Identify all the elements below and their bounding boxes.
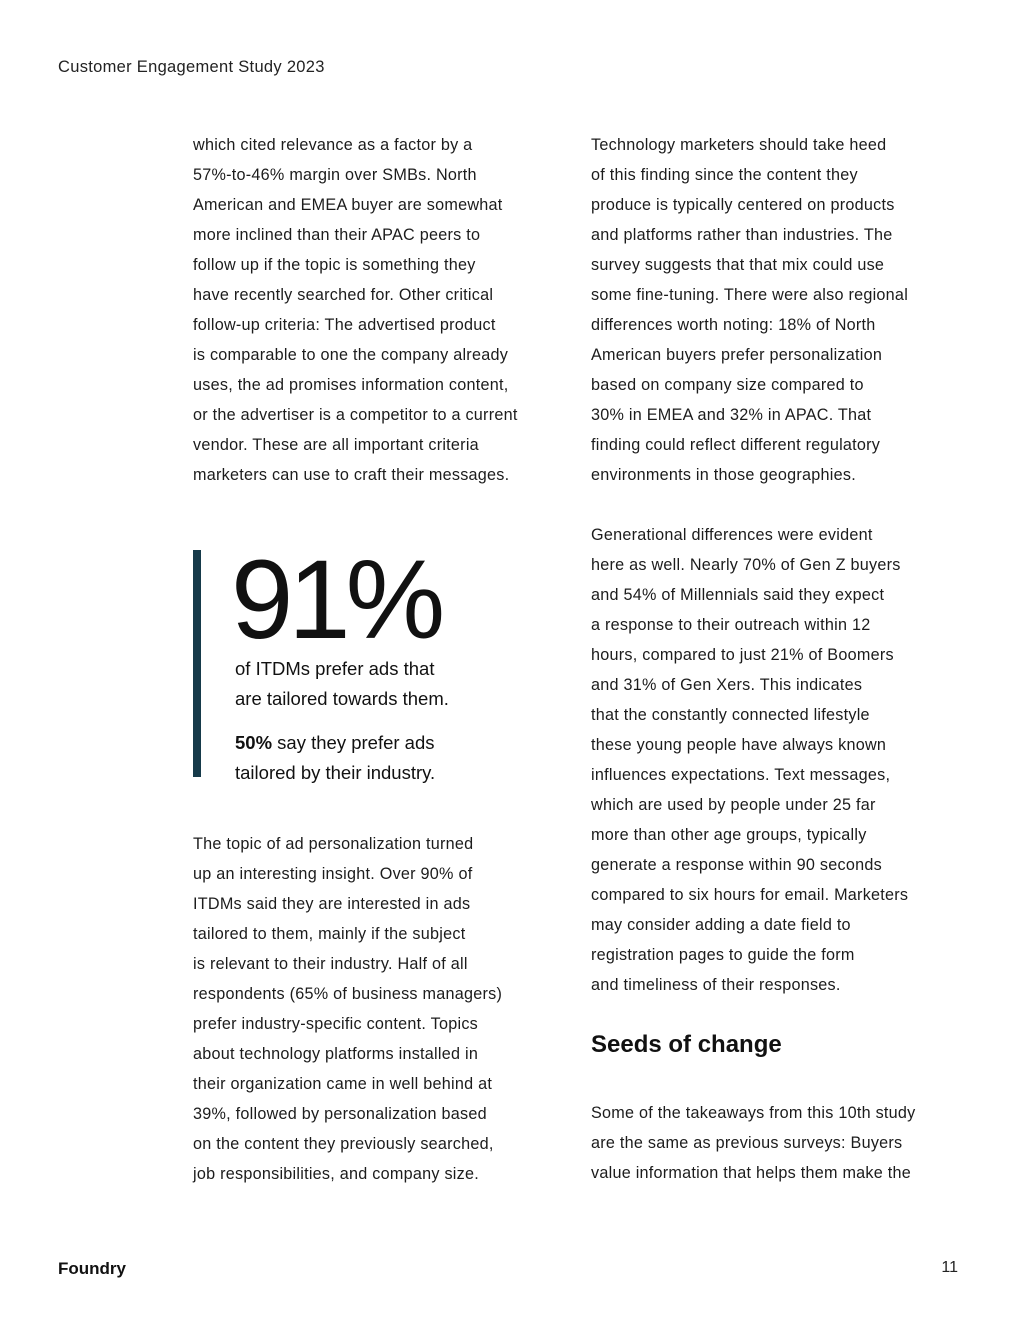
text-line: have recently searched for. Other critical bbox=[193, 286, 494, 304]
text-line: 57%-to-46% margin over SMBs. North bbox=[193, 166, 477, 184]
text-line: American and EMEA buyer are somewhat bbox=[193, 196, 503, 214]
text-line: respondents (65% of business managers) bbox=[193, 985, 503, 1003]
callout-description-line: of ITDMs prefer ads that bbox=[235, 658, 435, 679]
text-line: American buyers prefer personalization bbox=[591, 346, 883, 364]
text-line: that the constantly connected lifestyle bbox=[591, 706, 870, 724]
stat-callout bbox=[193, 537, 573, 783]
left-paragraph-1 bbox=[193, 130, 573, 490]
text-line: which cited relevance as a factor by a bbox=[193, 136, 473, 154]
text-line: and timeliness of their responses. bbox=[591, 976, 841, 994]
callout-secondary-line: tailored by their industry. bbox=[235, 762, 436, 783]
page-header-title: Customer Engagement Study 2023 bbox=[58, 58, 325, 76]
text-line: compared to six hours for email. Marketers bbox=[591, 886, 909, 904]
callout-accent-bar bbox=[193, 550, 201, 777]
right-column bbox=[591, 130, 971, 1218]
left-column bbox=[193, 130, 573, 1219]
text-line: survey suggests that that mix could use bbox=[591, 256, 885, 274]
callout-secondary-bold: 50% bbox=[235, 732, 273, 753]
text-line: marketers can use to craft their messages. bbox=[193, 466, 510, 484]
text-line: ITDMs said they are interested in ads bbox=[193, 895, 471, 913]
right-paragraph-1 bbox=[591, 130, 971, 490]
text-line: Some of the takeaways from this 10th study bbox=[591, 1104, 916, 1122]
text-line: registration pages to guide the form bbox=[591, 946, 855, 964]
text-line: or the advertiser is a competitor to a current bbox=[193, 406, 518, 424]
text-line: environments in those geographies. bbox=[591, 466, 856, 484]
text-line: follow up if the topic is something they bbox=[193, 256, 476, 274]
text-line: is comparable to one the company already bbox=[193, 346, 509, 364]
page-number: 11 bbox=[941, 1259, 958, 1276]
text-line: influences expectations. Text messages, bbox=[591, 766, 891, 784]
text-line: on the content they previously searched, bbox=[193, 1135, 494, 1153]
callout-secondary-description bbox=[235, 728, 573, 788]
section-heading: Seeds of change bbox=[591, 1031, 782, 1058]
text-line: may consider adding a date field to bbox=[591, 916, 851, 934]
text-line: The topic of ad personalization turned bbox=[193, 835, 474, 853]
text-line: differences worth noting: 18% of North bbox=[591, 316, 876, 334]
text-line: Generational differences were evident bbox=[591, 526, 873, 544]
text-line: uses, the ad promises information content, bbox=[193, 376, 509, 394]
left-paragraph-2 bbox=[193, 829, 573, 1189]
text-line: here as well. Nearly 70% of Gen Z buyers bbox=[591, 556, 901, 574]
text-line: follow-up criteria: The advertised product bbox=[193, 316, 496, 334]
foundry-logo: Foundry bbox=[58, 1259, 126, 1278]
text-line: job responsibilities, and company size. bbox=[193, 1165, 479, 1183]
text-line: produce is typically centered on products bbox=[591, 196, 895, 214]
text-line: are the same as previous surveys: Buyers bbox=[591, 1134, 903, 1152]
callout-description bbox=[235, 654, 573, 714]
text-line: which are used by people under 25 far bbox=[591, 796, 876, 814]
text-line: value information that helps them make the bbox=[591, 1164, 912, 1182]
text-line: prefer industry-specific content. Topics bbox=[193, 1015, 479, 1033]
callout-secondary-rest: say they prefer ads bbox=[272, 732, 435, 753]
text-line: tailored to them, mainly if the subject bbox=[193, 925, 466, 943]
text-line: more inclined than their APAC peers to bbox=[193, 226, 481, 244]
text-line: and 31% of Gen Xers. This indicates bbox=[591, 676, 863, 694]
text-line: a response to their outreach within 12 bbox=[591, 616, 871, 634]
text-line: vendor. These are all important criteria bbox=[193, 436, 479, 454]
text-line: and platforms rather than industries. The bbox=[591, 226, 893, 244]
text-line: more than other age groups, typically bbox=[591, 826, 867, 844]
text-line: some fine-tuning. There were also regional bbox=[591, 286, 909, 304]
text-line: their organization came in well behind at bbox=[193, 1075, 493, 1093]
text-line: Technology marketers should take heed bbox=[591, 136, 887, 154]
text-line: and 54% of Millennials said they expect bbox=[591, 586, 885, 604]
text-line: 39%, followed by personalization based bbox=[193, 1105, 487, 1123]
text-line: generate a response within 90 seconds bbox=[591, 856, 882, 874]
text-line: is relevant to their industry. Half of all bbox=[193, 955, 468, 973]
right-paragraph-3 bbox=[591, 1098, 971, 1188]
text-line: these young people have always known bbox=[591, 736, 887, 754]
text-line: up an interesting insight. Over 90% of bbox=[193, 865, 473, 883]
text-line: hours, compared to just 21% of Boomers bbox=[591, 646, 894, 664]
text-line: 30% in EMEA and 32% in APAC. That bbox=[591, 406, 872, 424]
callout-description-line: are tailored towards them. bbox=[235, 688, 449, 709]
text-line: finding could reflect different regulatory bbox=[591, 436, 881, 454]
text-line: of this finding since the content they bbox=[591, 166, 858, 184]
text-line: based on company size compared to bbox=[591, 376, 864, 394]
right-paragraph-2 bbox=[591, 520, 971, 1000]
callout-big-number: 91% bbox=[231, 537, 441, 662]
callout-secondary-line bbox=[235, 728, 573, 758]
text-line: about technology platforms installed in bbox=[193, 1045, 479, 1063]
